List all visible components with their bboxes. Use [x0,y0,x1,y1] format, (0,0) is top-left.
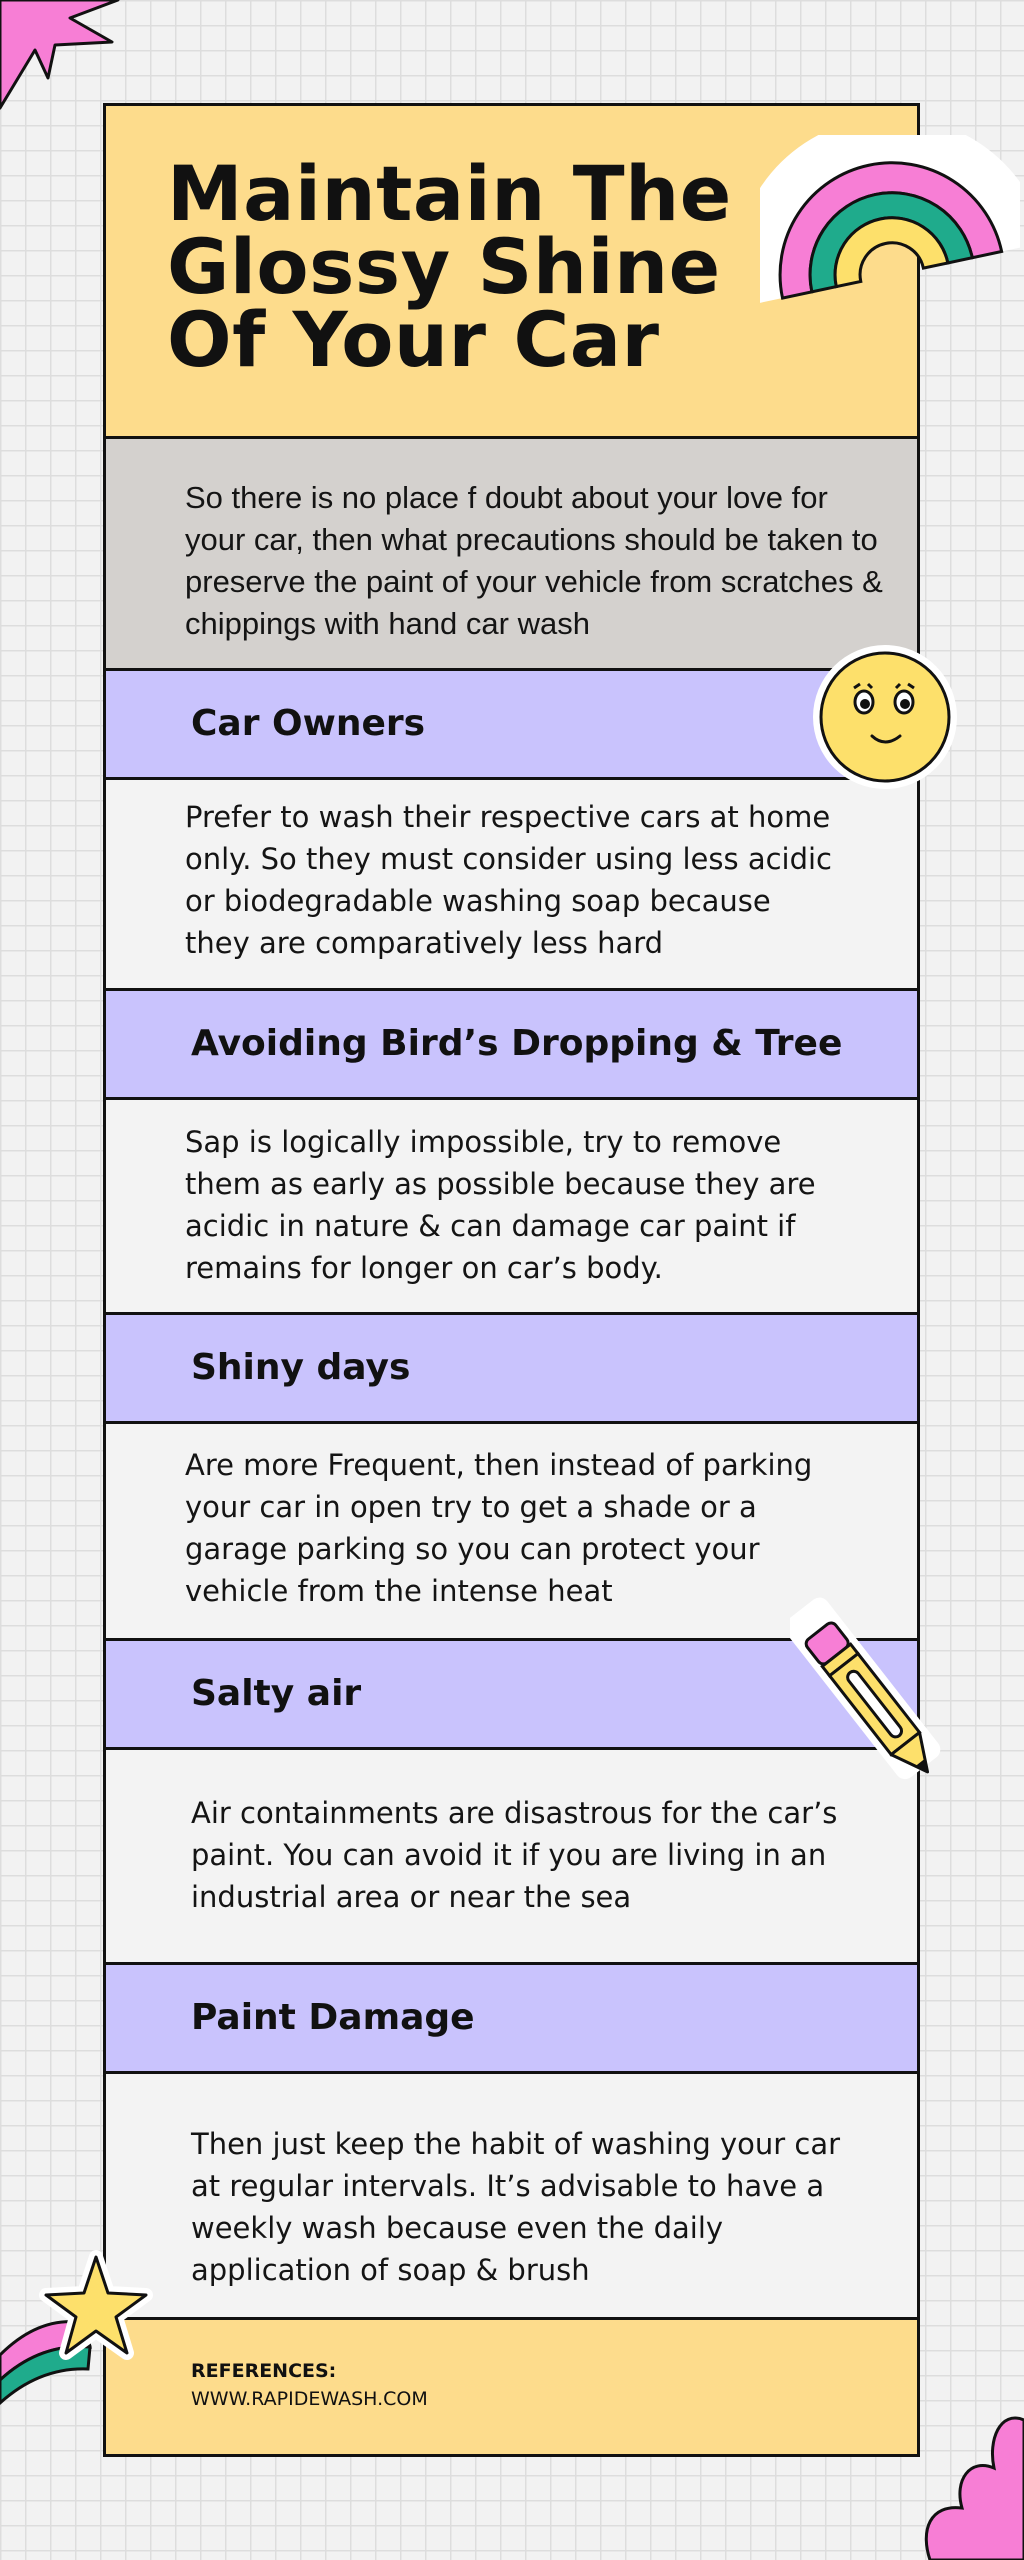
section-title: Shiny days [191,1347,411,1388]
intro-block [106,439,917,668]
section-title: Salty air [191,1673,362,1714]
section-title: Avoiding Bird’s Dropping & Tree [191,1023,843,1064]
section-text: Sap is logically impossible, try to remove them as early as possible because they are acidic in nature & can damage car paint if remains for longer on car’s body. [185,1125,816,1285]
section-title: Car Owners [191,703,426,744]
section-header [106,1315,917,1421]
section-text: Then just keep the habit of washing your car at regular intervals. It’s advisable to have a weekly wash because even the daily application of soap & brush [191,2127,841,2287]
references-block [106,2320,917,2454]
section-text: Are more Frequent, then instead of parking your car in open try to get a shade or a garage parking so you can protect your vehicle from the intense heat [185,1448,813,1608]
references-label: REFERENCES: [191,2360,337,2382]
star-burst-icon [0,0,130,115]
references-link[interactable]: WWW.RAPIDEWASH.COM [191,2388,428,2410]
section-header [106,991,917,1097]
shooting-star-icon [0,2245,170,2445]
intro-text: So there is no place f doubt about your love for your car, then what precautions should be taken to preserve the paint of your vehicle from scratches & chippings with hand car wash [185,480,883,641]
section-header [106,1965,917,2071]
section-title: Paint Damage [191,1997,475,2038]
section-header [106,671,917,777]
pencil-icon [790,1595,960,1805]
section-body [106,1100,917,1312]
section-text: Air containments are disastrous for the car’s paint. You can avoid it if you are living in an industrial area or near the sea [191,1796,838,1914]
section-body [106,780,917,988]
smiley-face-icon [810,642,960,792]
section-text: Prefer to wash their respective cars at home only. So they must consider using less acidic or biodegradable washing soap because they are comparatively less hard [185,800,833,960]
section-body [106,2074,917,2317]
infographic-card [103,103,920,2457]
rainbow-icon [760,135,1020,310]
page-title: Maintain The Glossy Shine Of Your Car [167,149,732,384]
